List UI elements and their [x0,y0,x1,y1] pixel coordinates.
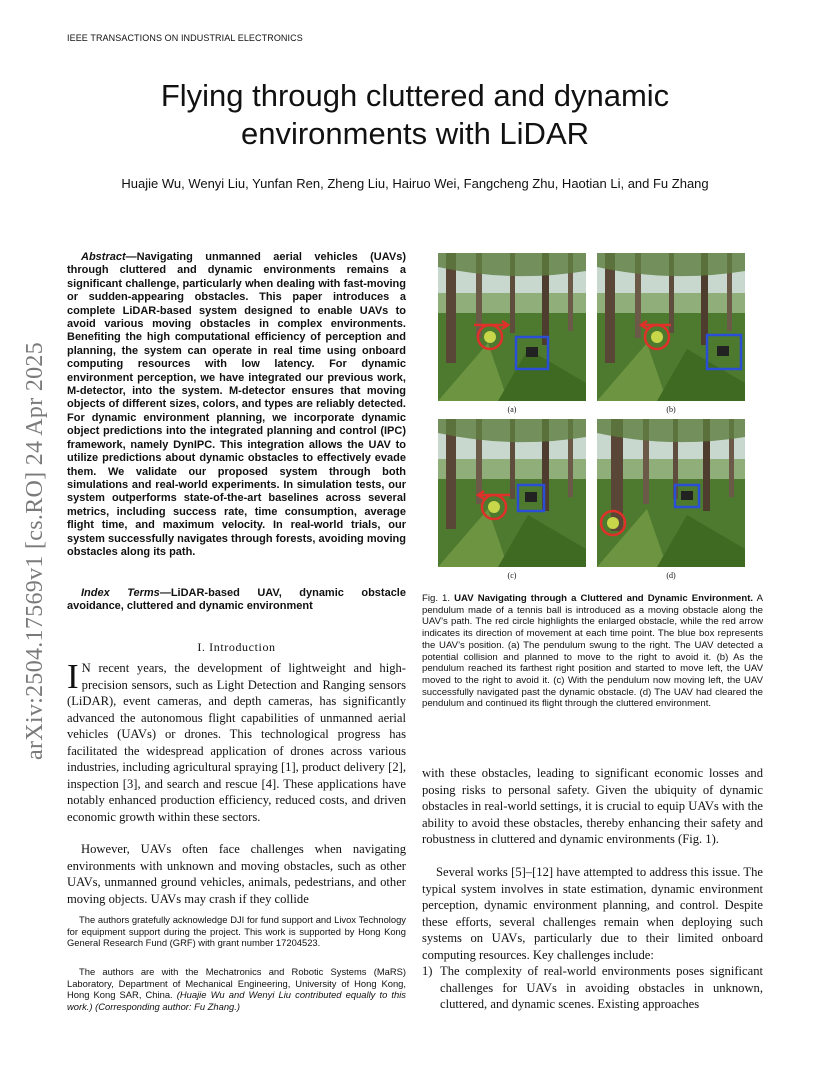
figure-photo-d [597,419,745,567]
subfigure-label-a: (a) [507,405,517,414]
title-line-1: Flying through cluttered and dynamic [160,78,670,113]
figure-caption [422,593,763,710]
paper-title [100,77,730,153]
intro-paragraph-1-text: N recent years, the development of lightweight and high-precision sensors, such as Light Detection and Ranging sensors (LiDAR), event cameras, and depth cameras, has significantly advanced the autonomous flight capabilities of unmanned aerial vehicles (UAVs) or drones. This technological progress has facilitated the widespread application of drones across various industries, including agricultural spraying [1], product delivery [2], inspection [3], and search and rescue [4]. These applications have notably enhanced production efficiency, reduced costs, and driven economic growth within these sectors. [67,661,406,824]
abstract-label: Abstract [81,251,126,263]
footnote-affiliation-note: (Huajie Wu and Wenyi Liu contributed equally to this work.) (Corresponding author: Fu Zhang.) [67,989,406,1012]
figure-photo-a [438,253,586,401]
list-item-text: The complexity of real-world environments poses significant challenges for UAVs in avoiding obstacles in unknown, cluttered, and dynamic scenes. Existing approaches [440,964,763,1011]
figure-photo-b [597,253,745,401]
index-terms-label: Index Terms [81,587,160,599]
footnote-affiliation [67,966,406,1012]
title-line-2: environments with LiDAR [240,116,590,151]
subfigure-label-b: (b) [666,405,676,414]
footnote-funding: The authors gratefully acknowledge DJI for fund support and Livox Technology for equipment support during the project. This work is supported by Hong Kong General Research Fund (GRF) with grant number 17204523. [67,914,406,949]
subfigure-label-d: (d) [666,571,676,580]
intro-paragraph-2: However, UAVs often face challenges when navigating environments with unknown and moving obstacles, such as other UAVs, unmanned ground vehicles, animals, pedestrians, and other moving objects. UAVs may crash if they collide [67,842,406,906]
arxiv-stamp: arXiv:2504.17569v1 [cs.RO] 24 Apr 2025 [22,341,48,760]
subfigure-label-c: (c) [507,571,517,580]
index-terms-text: LiDAR-based UAV, dynamic obstacle avoidance, cluttered and dynamic environment [67,587,406,613]
challenge-list-item [422,963,763,1013]
journal-header: IEEE TRANSACTIONS ON INDUSTRIAL ELECTRONICS [67,33,303,43]
abstract-text: Navigating unmanned aerial vehicles (UAVs) through cluttered and dynamic environments remains a significant challenge, particularly when dealing with fast-moving or sudden-appearing obstacles. This paper introduces a complete LiDAR-based system designed to enable UAVs to avoid various moving obstacles in complex environments. Benefiting the high computational efficiency of perception and planning, the system can operate in real time using onboard computing resources with low latency. For dynamic environment perception, we have integrated our previous work, M-detector, into the system. M-detector ensures that moving objects of different sizes, colors, and types are reliably detected. For dynamic environment planning, we incorporate dynamic object predictions into the integrated planning and control (IPC) framework, namely DynIPC. This integration allows the UAV to utilize predictions about dynamic obstacles to effectively evade them. We validate our proposed system through both simulations and real-world experiments. In simulation tests, our system outperforms state-of-the-art baselines across several metrics, including success rate, time consumption, average flight time, and maximum velocity. In real-world trials, our system successfully navigates through forests, avoiding moving obstacles along its path. [67,251,406,558]
footnote-affiliation-text: The authors are with the Mechatronics and Robotic Systems (MaRS) Laboratory, Department of Mechanical Engineering, University of Hong Kong, Hong Kong SAR, China. [67,966,406,1001]
caption-text: A pendulum made of a tennis ball is introduced as a moving obstacle along the UAV’s path. The red circle highlights the enlarged obstacle, while the red arrow indicates its direction of movement at each time point. The blue box represents the UAV’s position. (a) The pendulum swung to the right. The UAV detected a potential collision and planned to move to the right to avoid it. (b) As the pendulum reached its farthest right position and started to move left, the UAV moved to the right to avoid it. (c) With the pendulum now moving left, the UAV successfully navigated past the dynamic obstacle. (d) The UAV had cleared the pendulum and continued its flight through the cluttered environment. [422,593,764,710]
author-list: Huajie Wu, Wenyi Liu, Yunfan Ren, Zheng Liu, Hairuo Wei, Fangcheng Zhu, Haotian Li, and Fu Zhang [121,176,709,191]
caption-label: Fig. 1. [422,593,451,604]
index-terms: Index Terms—LiDAR-based UAV, dynamic obstacle avoidance, cluttered and dynamic environment [67,587,406,613]
abstract: Abstract—Navigating unmanned aerial vehicles (UAVs) through cluttered and dynamic environments remains a significant challenge, particularly when dealing with fast-moving or sudden-appearing obstacles. This paper introduces a complete LiDAR-based system designed to enable UAVs to avoid various moving obstacles in complex environments. Benefiting the high computational efficiency of perception and planning, the system can operate in real time using onboard computing resources with low latency. For dynamic environment perception, we have integrated our previous work, M-detector, into the system. M-detector ensures that moving objects of different sizes, colors, and types are reliably detected. For dynamic environment planning, we incorporate dynamic object predictions into the integrated planning and control (IPC) framework, namely DynIPC. This integration allows the UAV to utilize predictions about dynamic obstacles to effectively evade them. We validate our proposed system through both simulations and real-world experiments. In simulation tests, our system outperforms state-of-the-art baselines across several metrics, including success rate, time consumption, average flight time, and maximum velocity. In real-world trials, our system successfully navigates through forests, avoiding moving obstacles along its path. [67,251,406,558]
right-paragraph-2: Several works [5]–[12] have attempted to address this issue. The typical system involves in state estimation, dynamic environment perception, dynamic environment planning, and control. Despite these efforts, several challenges remain when deploying such systems on UAVs, particularly due to their limited onboard computing resources. Key challenges include: [422,865,763,962]
caption-title: UAV Navigating through a Cluttered and Dynamic Environment. [454,593,754,604]
figure-photo-c [438,419,586,567]
drop-cap: I [67,657,79,696]
list-item-number: 1) [422,964,433,978]
section-heading-introduction: I. Introduction [197,640,276,654]
right-paragraph-1: with these obstacles, leading to significant economic losses and posing risks to personal safety. Given the ubiquity of dynamic obstacles in real-world settings, it is crucial to equip UAVs with the ability to avoid these obstacles, thereby enhancing their safety and robustness in cluttered and dynamic environments (Fig. 1). [422,766,763,846]
intro-paragraph-1 [67,657,406,825]
